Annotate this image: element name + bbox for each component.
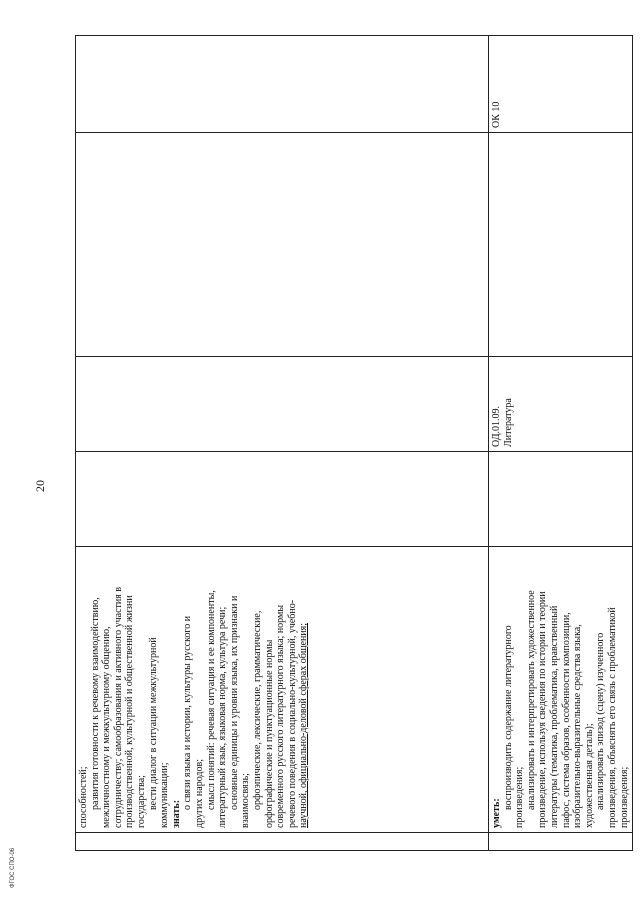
text-line: смысл понятий: речевая ситуация и ее компоненты, xyxy=(205,590,217,810)
text-line: производственной, культурной и общественной жизни xyxy=(124,595,136,828)
text-line: анализировать эпизод (сцену) изученного xyxy=(595,632,607,810)
text-line: орфографические и пунктуационные нормы xyxy=(263,639,275,828)
text-line: художественная деталь); xyxy=(583,723,595,828)
table-row xyxy=(76,36,489,851)
text-line: изобразительно-выразительные средства языка, xyxy=(572,624,584,828)
text-line: воспроизводить содержание литературного xyxy=(502,625,514,810)
discipline-name: Литература xyxy=(502,398,514,447)
empty-cell xyxy=(76,833,489,851)
text-line: орфоэпические, лексические, грамматические, xyxy=(251,610,263,810)
text-line: взаимосвязь; xyxy=(240,773,252,828)
text-line: сотрудничеству; самообразования и активного участия в xyxy=(112,586,124,828)
text-line: произведение, используя сведения по истории и теории xyxy=(537,591,549,828)
text-line: литературы (тематика, проблематика, нравственный xyxy=(548,605,560,828)
text-line: вести диалог в ситуации межкультурной xyxy=(147,637,159,810)
text-line: развития готовности к речевому взаимодействию, xyxy=(89,597,101,810)
requirements-cell-2 xyxy=(489,547,633,833)
requirements-cell-1 xyxy=(76,547,489,833)
empty-cell xyxy=(489,133,633,357)
text-line: произведения; xyxy=(514,766,526,828)
page-number: 20 xyxy=(33,480,47,492)
competence-code: ОК 10 xyxy=(491,101,502,128)
curriculum-table xyxy=(75,35,633,851)
rotated-table-page xyxy=(75,36,630,851)
text-line: других народов; xyxy=(193,759,205,828)
section-label-can: уметь: xyxy=(491,798,502,828)
document-footer: ФГОС СПО-06 xyxy=(10,847,16,888)
text-line: научной, официально-деловой сферах общения; xyxy=(298,622,310,828)
text-line: государства; xyxy=(135,775,147,828)
empty-cell xyxy=(489,833,633,851)
empty-cell xyxy=(76,357,489,452)
empty-cell xyxy=(76,452,489,547)
text-line: анализировать и интерпретировать художественное xyxy=(525,590,537,810)
discipline-code: ОД.01.09. xyxy=(491,405,502,447)
text-line: основные единицы и уровни языка, их признаки и xyxy=(228,595,240,810)
text-line: о связи языка и истории, культуры русского и xyxy=(182,615,194,810)
text-line: литературный язык, языковая норма, культура речи; xyxy=(217,606,229,828)
text-line: коммуникации; xyxy=(159,762,171,828)
empty-cell xyxy=(76,133,489,357)
text-line: межличностному и межкультурному общению, xyxy=(101,626,113,828)
text-line: способностей; xyxy=(78,766,89,828)
section-label-know: знать: xyxy=(170,799,182,828)
empty-cell xyxy=(76,36,489,133)
text-line: современного русского литературного языка; нормы xyxy=(275,604,287,828)
text-line: пафос, система образов, особенности композиции, xyxy=(560,612,572,828)
text-line: речевого поведения в социально-культурной, учебно- xyxy=(286,599,298,828)
table-row xyxy=(489,36,633,851)
empty-cell xyxy=(489,452,633,547)
text-line: произведения, объяснять его связь с проблематикой xyxy=(606,607,618,828)
competence-cell xyxy=(489,36,633,133)
discipline-cell xyxy=(489,357,633,452)
text-line: произведения; xyxy=(618,766,630,828)
